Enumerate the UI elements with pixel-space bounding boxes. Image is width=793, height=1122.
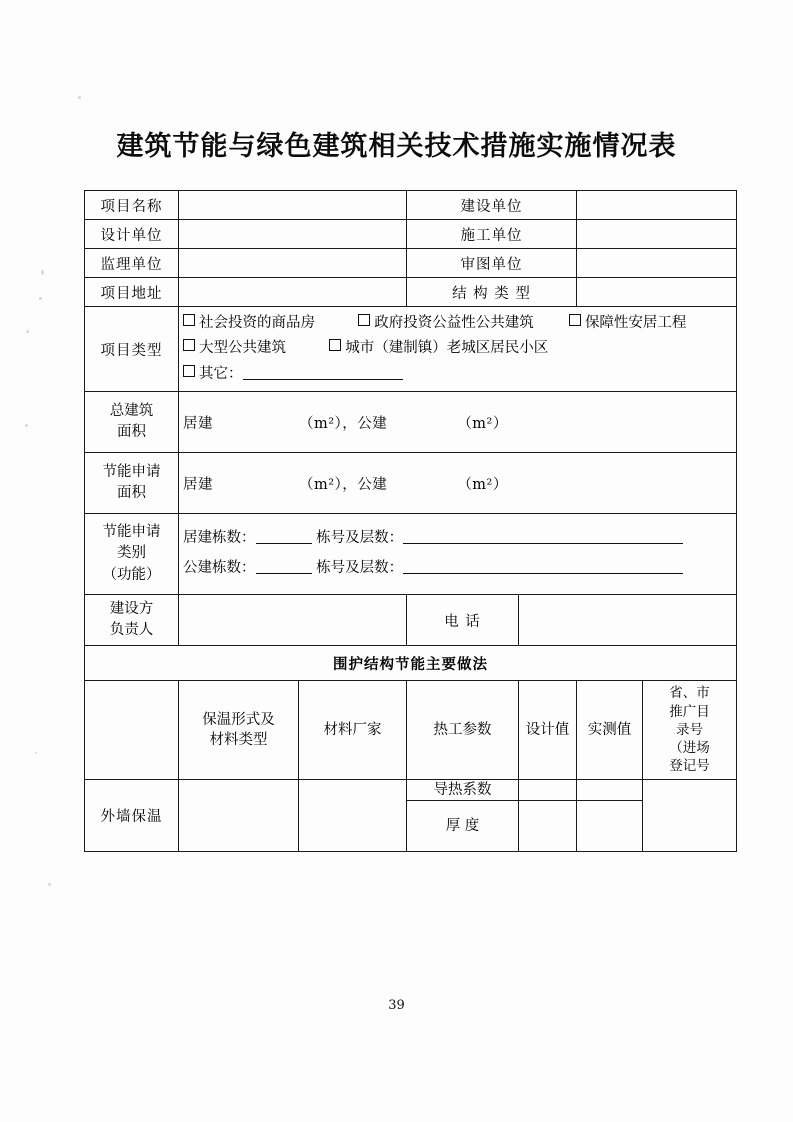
table-row xyxy=(85,780,737,801)
apply-area-row xyxy=(85,453,737,514)
checkbox-option-old-town-residential[interactable] xyxy=(329,336,548,361)
header-material-factory: 材料厂家 xyxy=(299,681,407,780)
field-design-unit[interactable] xyxy=(179,220,407,249)
cell-thermal-param: 厚 度 xyxy=(407,801,519,852)
checkbox-icon[interactable] xyxy=(183,339,195,351)
option-label: 社会投资的商品房 xyxy=(199,314,315,331)
scan-speck xyxy=(41,270,44,275)
header-catalog-number xyxy=(643,681,737,780)
label-residential: 居建 xyxy=(183,476,213,493)
label-line: 节能申请 xyxy=(102,463,161,480)
table-row xyxy=(85,220,737,249)
project-type-line-2 xyxy=(183,336,732,361)
owner-row xyxy=(85,595,737,646)
main-form-table xyxy=(84,190,736,852)
scan-speck xyxy=(39,297,42,300)
unit-label: （m²）， xyxy=(299,476,358,493)
label-public-count: 公建栋数： xyxy=(183,560,256,576)
label-project-type: 项目类型 xyxy=(85,307,179,392)
apply-type-fields xyxy=(179,514,737,595)
label-supervision-unit: 监理单位 xyxy=(85,249,179,278)
checkbox-option-affordable-housing[interactable] xyxy=(569,311,687,336)
field-contractor-unit[interactable] xyxy=(577,220,737,249)
field-review-unit[interactable] xyxy=(577,249,737,278)
label-line: 负责人 xyxy=(109,622,154,638)
total-area-fields[interactable] xyxy=(179,392,737,453)
field-insulation-type[interactable] xyxy=(179,780,299,852)
label-residential-count: 居建栋数： xyxy=(183,530,256,547)
section-header: 围护结构节能主要做法 xyxy=(85,646,737,681)
checkbox-option-large-public[interactable] xyxy=(183,336,286,361)
label-residential-floors: 栋号及层数： xyxy=(316,530,404,547)
checkbox-icon[interactable] xyxy=(183,365,195,377)
header-line: （进场 xyxy=(669,740,710,757)
label-total-area xyxy=(85,392,179,453)
option-label: 保障性安居工程 xyxy=(584,314,687,331)
page-title: 建筑节能与绿色建筑相关技术措施实施情况表 xyxy=(116,131,677,162)
label-line: （功能） xyxy=(102,566,161,583)
label-structure-type: 结 构 类 型 xyxy=(407,278,577,307)
field-design-value[interactable] xyxy=(519,780,577,801)
label-line: 建设方 xyxy=(109,600,154,617)
project-type-options xyxy=(179,307,737,392)
field-material-factory[interactable] xyxy=(299,780,407,852)
apply-area-fields[interactable] xyxy=(179,453,737,514)
label-owner xyxy=(85,595,179,646)
unit-label: （m²）， xyxy=(299,415,358,432)
label-project-address: 项目地址 xyxy=(85,278,179,307)
scan-speck xyxy=(48,883,51,886)
label-phone: 电 话 xyxy=(407,595,519,646)
project-type-line-1 xyxy=(183,311,732,336)
header-line: 推广目 xyxy=(669,703,710,720)
scan-speck xyxy=(78,96,81,99)
field-other-type[interactable] xyxy=(243,365,403,380)
field-construction-unit[interactable] xyxy=(577,191,737,220)
label-contractor-unit: 施工单位 xyxy=(407,220,577,249)
label-apply-area xyxy=(85,453,179,514)
field-catalog-number[interactable] xyxy=(643,780,737,852)
header-line: 登记号 xyxy=(669,758,710,775)
apply-type-line-public xyxy=(183,554,732,584)
label-residential: 居建 xyxy=(183,415,213,432)
field-supervision-unit[interactable] xyxy=(179,249,407,278)
checkbox-icon[interactable] xyxy=(183,314,195,326)
field-measured-value[interactable] xyxy=(577,801,643,852)
label-line: 节能申请 xyxy=(102,524,161,541)
scan-speck xyxy=(35,752,37,754)
label-apply-type xyxy=(85,514,179,595)
cell-thermal-param: 导热系数 xyxy=(407,780,519,801)
checkbox-option-government-public[interactable] xyxy=(358,311,534,336)
checkbox-icon[interactable] xyxy=(358,314,370,326)
label-public-floors: 栋号及层数： xyxy=(316,560,404,576)
form-table xyxy=(84,190,737,852)
field-owner-name[interactable] xyxy=(179,595,407,646)
field-residential-count[interactable] xyxy=(256,529,312,544)
project-type-line-3 xyxy=(183,362,732,387)
field-public-count[interactable] xyxy=(256,559,312,574)
label-project-name: 项目名称 xyxy=(85,191,179,220)
scan-speck xyxy=(25,424,28,427)
field-public-floors[interactable] xyxy=(403,559,683,574)
option-label: 其它： xyxy=(199,365,243,382)
project-type-row xyxy=(85,307,737,392)
section-header-row xyxy=(85,646,737,681)
table-row xyxy=(85,191,737,220)
label-construction-unit: 建设单位 xyxy=(407,191,577,220)
header-blank xyxy=(85,681,179,780)
apply-type-line-residential xyxy=(183,524,732,554)
field-measured-value[interactable] xyxy=(577,780,643,801)
field-project-address[interactable] xyxy=(179,278,407,307)
option-label: 大型公共建筑 xyxy=(199,340,286,357)
label-line: 面积 xyxy=(117,485,146,501)
label-line: 总建筑 xyxy=(109,402,154,419)
table-header-row xyxy=(85,681,737,780)
label-line: 面积 xyxy=(117,424,146,440)
option-label: 政府投资公益性公共建筑 xyxy=(374,314,534,331)
scan-speck xyxy=(26,330,29,333)
field-residential-floors[interactable] xyxy=(403,529,683,544)
field-design-value[interactable] xyxy=(519,801,577,852)
page-number: 39 xyxy=(388,998,405,1013)
unit-label: （m²） xyxy=(457,415,508,432)
table-row xyxy=(85,249,737,278)
label-design-unit: 设计单位 xyxy=(85,220,179,249)
label-public: 公建 xyxy=(357,476,388,493)
header-measured-value: 实测值 xyxy=(577,681,643,780)
checkbox-icon[interactable] xyxy=(569,314,581,326)
label-exterior-wall-insulation: 外墙保温 xyxy=(85,780,179,852)
header-line: 材料类型 xyxy=(209,732,268,748)
header-line: 保温形式及 xyxy=(202,711,275,728)
total-area-row xyxy=(85,392,737,453)
checkbox-option-other[interactable] xyxy=(183,362,243,387)
label-public: 公建 xyxy=(357,415,388,432)
field-structure-type[interactable] xyxy=(577,278,737,307)
header-thermal-param: 热工参数 xyxy=(407,681,519,780)
field-project-name[interactable] xyxy=(179,191,407,220)
option-label: 城市（建制镇）老城区居民小区 xyxy=(345,340,549,357)
header-insulation-type xyxy=(179,681,299,780)
apply-type-row xyxy=(85,514,737,595)
header-line: 录号 xyxy=(676,721,703,738)
unit-label: （m²） xyxy=(457,476,508,493)
label-line: 类别 xyxy=(117,545,146,562)
table-row xyxy=(85,278,737,307)
label-review-unit: 审图单位 xyxy=(407,249,577,278)
field-phone[interactable] xyxy=(519,595,737,646)
header-design-value: 设计值 xyxy=(519,681,577,780)
checkbox-option-commercial-housing[interactable] xyxy=(183,311,315,336)
header-line: 省、市 xyxy=(669,685,710,702)
checkbox-icon[interactable] xyxy=(329,339,341,351)
